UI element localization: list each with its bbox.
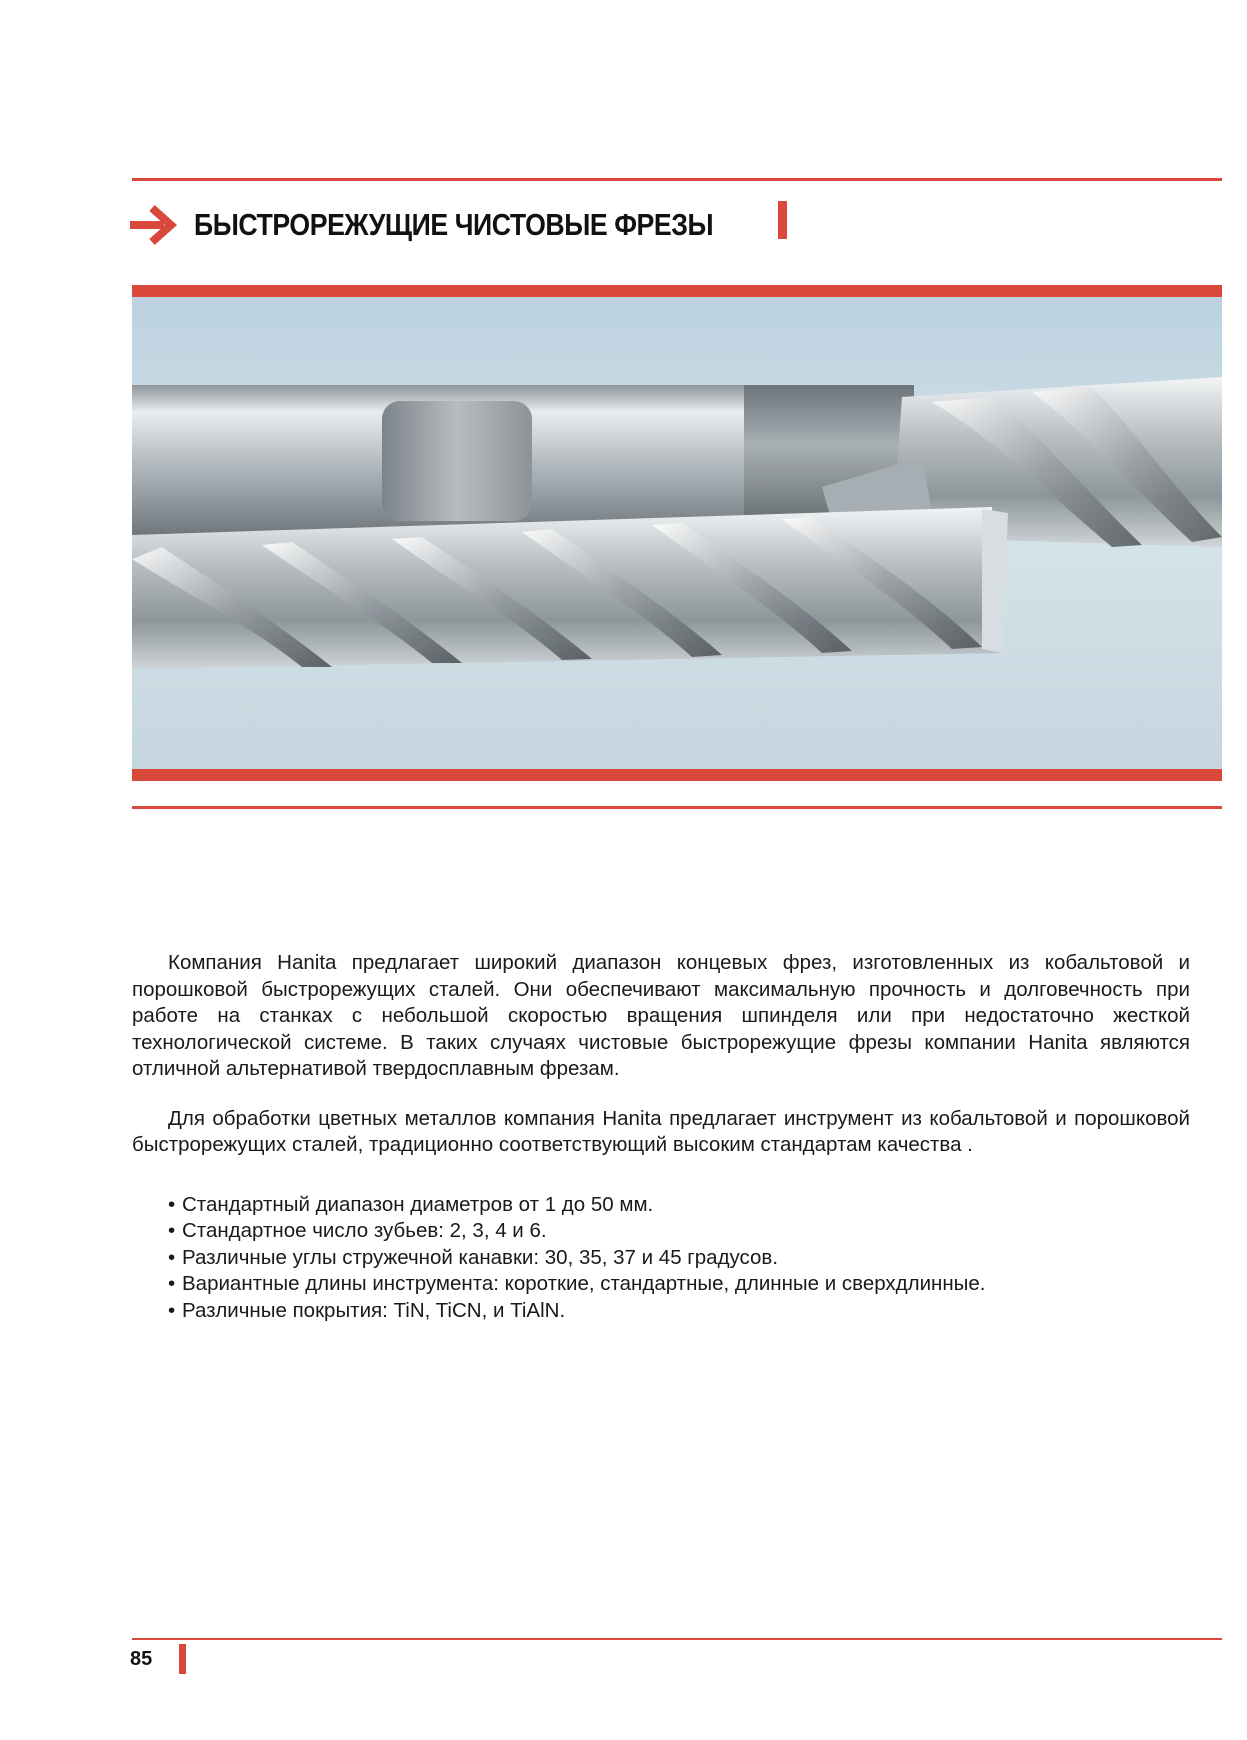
photo-bottom-band xyxy=(132,769,1222,781)
arrow-right-icon xyxy=(130,205,178,245)
bullet-icon: • xyxy=(168,1192,176,1216)
page-header xyxy=(130,200,798,250)
footer-rule xyxy=(132,1638,1222,1640)
bullet-icon: • xyxy=(168,1219,176,1242)
top-rule xyxy=(132,178,1222,181)
list-item: • Стандартный диапазон диаметров от 1 до 50 мм. xyxy=(168,1192,1190,1219)
list-item: • Вариантные длины инструмента: короткие, стандартные, длинные и сверхдлинные. xyxy=(168,1271,1190,1298)
list-item: • Различные покрытия: TiN, TiCN, и TiAlN. xyxy=(168,1298,1190,1325)
non-ferrous-paragraph: Для обработки цветных металлов компания Hanita предлагает инструмент из кобальтовой и порошковой быстрорежущих сталей, традиционно соответствующий высоким стандартам качества . xyxy=(132,1106,1190,1156)
bullet-icon: • xyxy=(168,1272,176,1295)
list-item: • Стандартное число зубьев: 2, 3, 4 и 6. xyxy=(168,1218,1190,1245)
title-accent-bar xyxy=(778,201,787,239)
feature-list xyxy=(132,1192,1190,1325)
bullet-icon: • xyxy=(168,1245,176,1269)
page-title: БЫСТРОРЕЖУЩИЕ ЧИСТОВЫЕ ФРЕЗЫ xyxy=(194,207,714,242)
end-mill-photo xyxy=(132,297,1222,769)
body-text xyxy=(132,950,1190,1324)
page-number: 85 xyxy=(130,1648,153,1670)
list-item: • Различные углы стружечной канавки: 30, 35, 37 и 45 градусов. xyxy=(168,1245,1190,1272)
photo-bottom-rule xyxy=(132,806,1222,809)
bullet-icon: • xyxy=(168,1298,176,1322)
intro-paragraph: Компания Hanita предлагает широкий диапазон концевых фрез, изготовленных из кобальтовой и порошковой быстрорежущих сталей. Они обеспечивают максимальную прочность и долговечность при работе на станках с небольшой скоростью вращения шпинделя или при недостаточно жесткой технологической системе. В таких случаях чистовые быстрорежущие фрезы компании Hanita являются отличной альтернативой твердосплавным фрезам. xyxy=(132,951,1190,1080)
photo-top-band xyxy=(132,285,1222,297)
product-photo-frame xyxy=(132,285,1222,781)
footer-accent-bar xyxy=(179,1644,186,1674)
